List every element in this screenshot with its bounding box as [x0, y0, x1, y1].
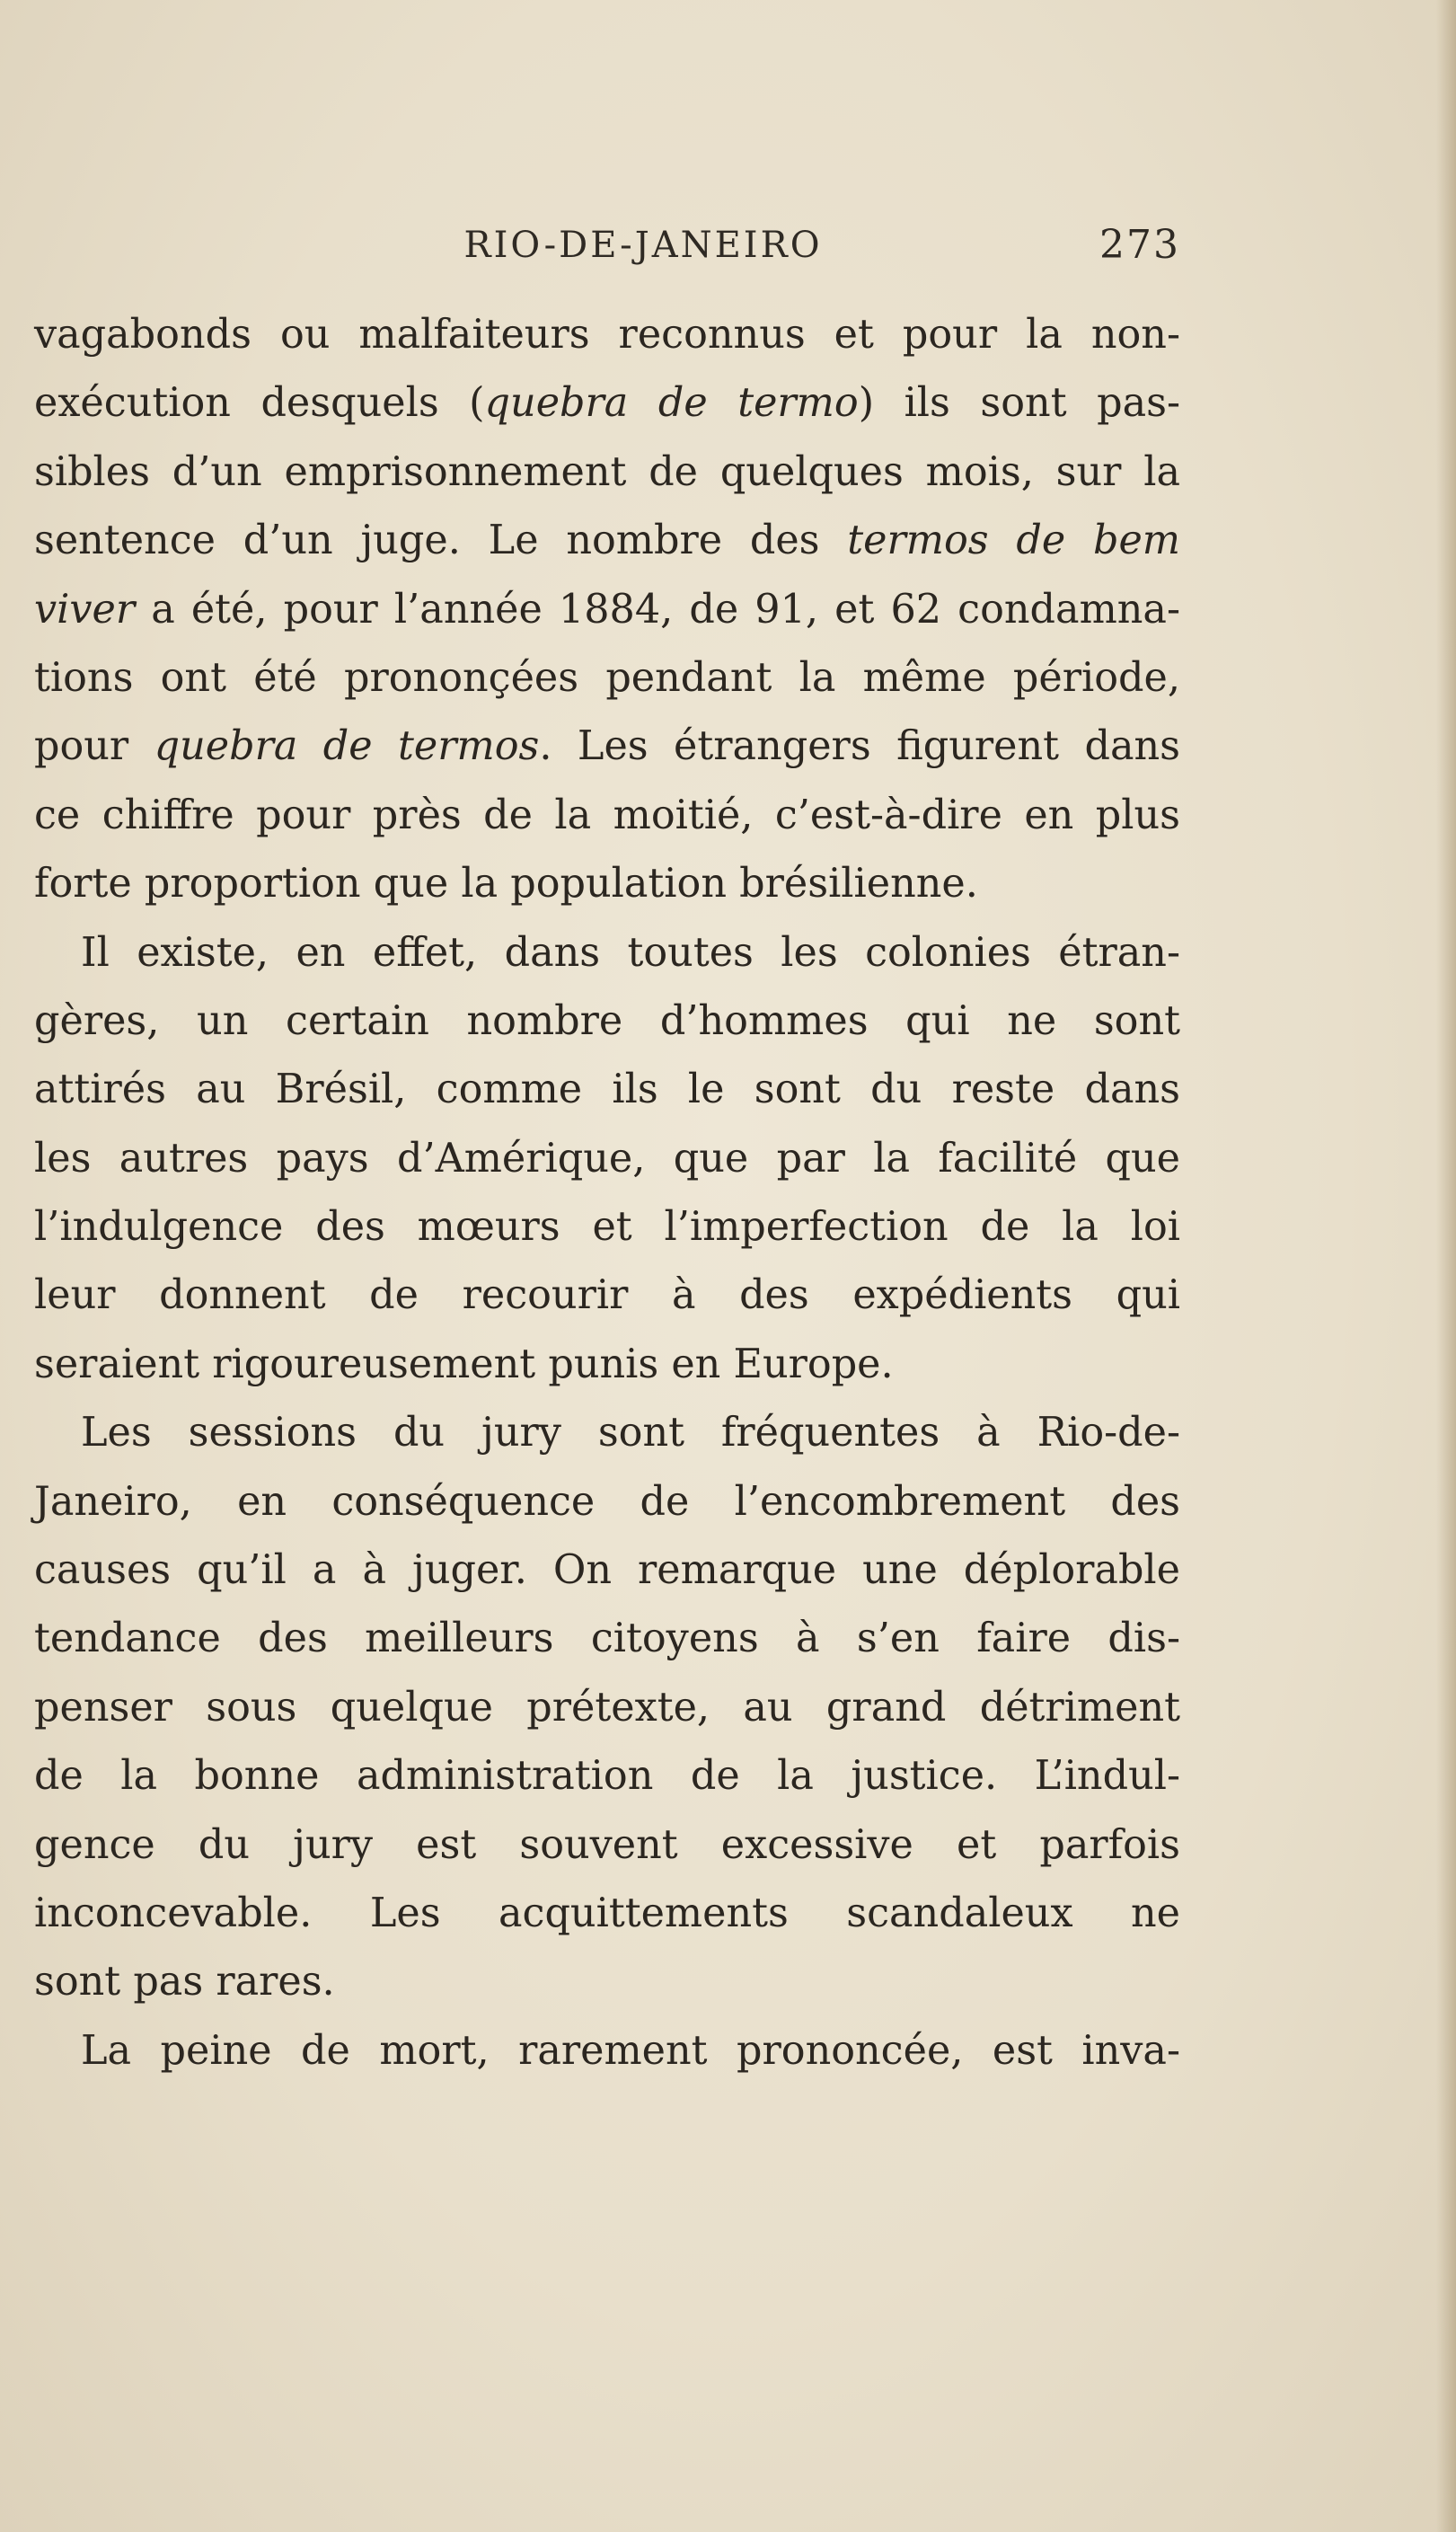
italic-phrase: viver — [34, 586, 136, 633]
text-line: exécution desquels (quebra de termo) ils sont pas- — [34, 380, 1180, 427]
text-line: seraient rigoureusement punis en Europe. — [34, 1341, 894, 1387]
italic-phrase: quebra de termo — [484, 380, 859, 427]
paragraph-1 — [34, 301, 1180, 919]
text-line: de la bonne administration de la justice. L’indul- — [34, 1753, 1180, 1800]
text-line: sentence d’un juge. Le nombre des termos de bem — [34, 518, 1181, 564]
text-line: Il existe, en effet, dans toutes les colonies étran- — [81, 929, 1180, 976]
text-line: inconcevable. Les acquittements scandaleux ne — [34, 1890, 1180, 1936]
paragraph-2 — [34, 919, 1180, 1400]
text-line: Les sessions du jury sont fréquentes à Rio-de- — [81, 1410, 1180, 1456]
text-line: sont pas rares. — [34, 1959, 335, 2005]
text-line: Janeiro, en conséquence de l’encombrement des — [34, 1478, 1180, 1525]
text-line: ce chiffre pour près de la moitié, c’est-à-dire en plus — [34, 792, 1180, 838]
text-line: tendance des meilleurs citoyens à s’en faire dis- — [34, 1616, 1180, 1662]
page-number: 273 — [1099, 222, 1180, 268]
text-line: leur donnent de recourir à des expédients qui — [34, 1272, 1180, 1319]
text-line: vagabonds ou malfaiteurs reconnus et pour la non- — [34, 312, 1180, 358]
text-line: pour quebra de termos. Les étrangers figurent dans — [34, 723, 1180, 770]
paragraph-3 — [34, 1399, 1180, 2017]
running-head: RIO-DE-JANEIRO — [463, 225, 823, 266]
text-line: gence du jury est souvent excessive et parfois — [34, 1821, 1180, 1868]
text-line: sibles d’un emprisonnement de quelques mois, sur la — [34, 448, 1180, 495]
text-line: causes qu’il a à juger. On remarque une déplorable — [34, 1547, 1180, 1594]
page-header — [34, 214, 1180, 277]
text-line: penser sous quelque prétexte, au grand détriment — [34, 1684, 1180, 1731]
text-line: tions ont été prononçées pendant la même période, — [34, 654, 1180, 701]
text-line: viver a été, pour l’année 1884, de 91, et 62 condamna- — [34, 586, 1180, 633]
text-line: forte proportion que la population brésilienne. — [34, 861, 978, 907]
text-line: l’indulgence des mœurs et l’imperfection de la loi — [34, 1204, 1180, 1251]
text-line: les autres pays d’Amérique, que par la facilité que — [34, 1135, 1180, 1182]
text-line: La peine de mort, rarement prononcée, est inva- — [81, 2027, 1180, 2074]
text-line: gères, un certain nombre d’hommes qui ne sont — [34, 997, 1180, 1044]
body-text — [34, 301, 1180, 2085]
page-edge-shadow — [1436, 0, 1456, 2532]
text-line: attirés au Brésil, comme ils le sont du reste dans — [34, 1067, 1180, 1113]
italic-phrase: quebra de termos — [154, 723, 540, 770]
italic-phrase: termos de bem — [847, 518, 1181, 564]
paragraph-4 — [34, 2017, 1180, 2085]
